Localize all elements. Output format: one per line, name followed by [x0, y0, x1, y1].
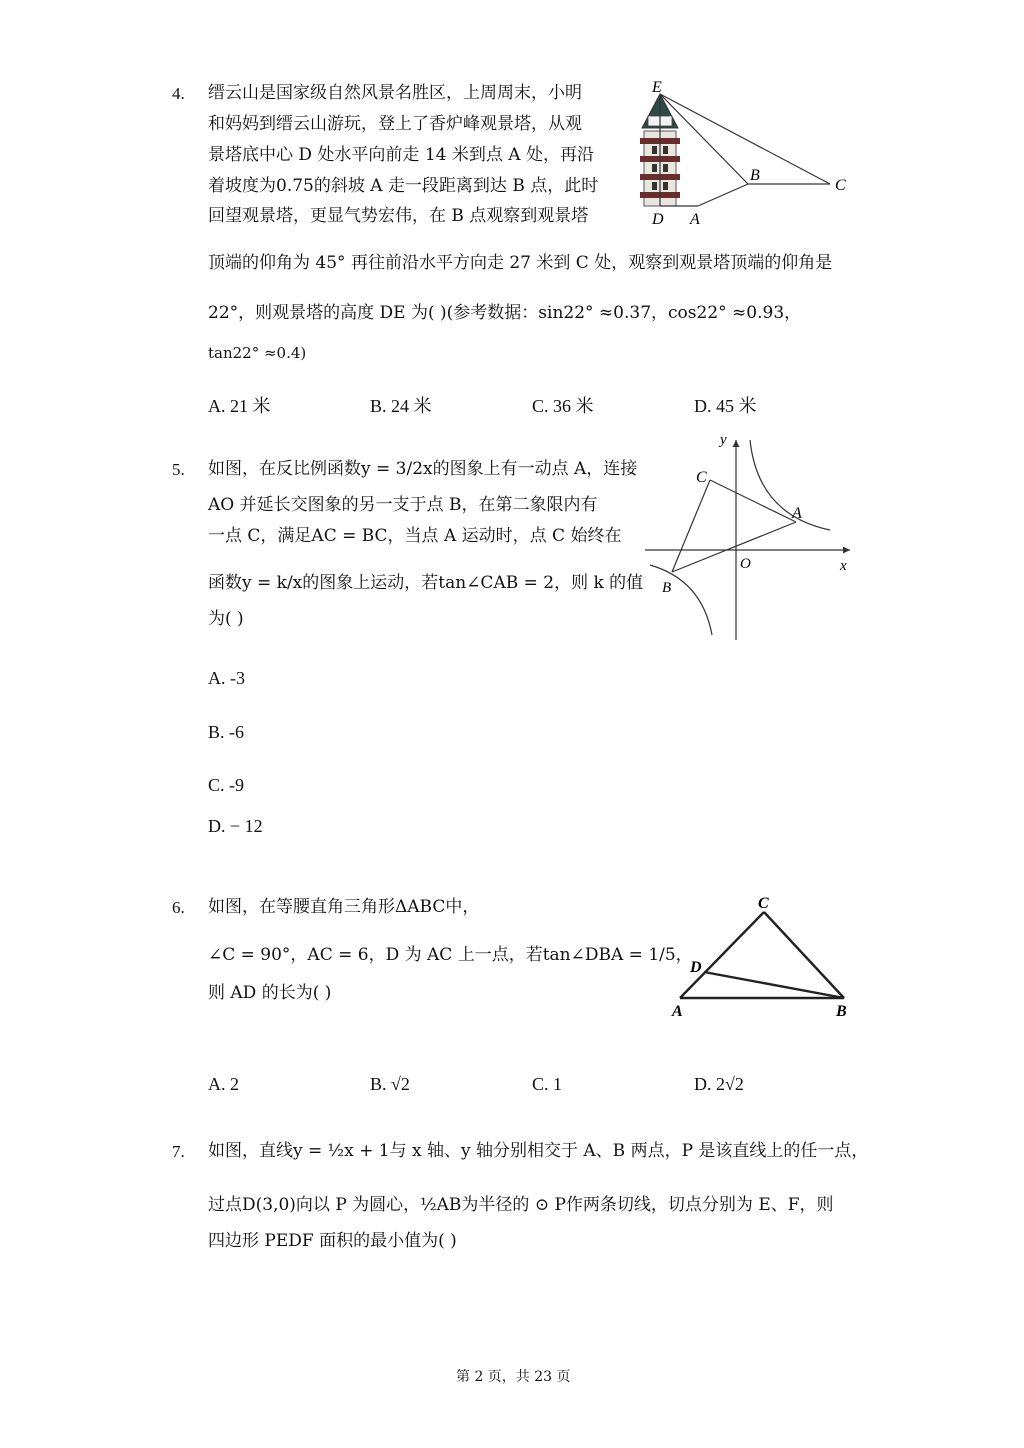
hyperbola-figure	[640, 430, 860, 645]
tower-figure	[630, 76, 860, 231]
question-text-line: 景塔底中心 D 处水平向前走 14 米到点 A 处，再沿	[208, 145, 594, 165]
question-number: 4.	[172, 84, 185, 103]
option-c[interactable]: C. -9	[208, 775, 244, 795]
option-a[interactable]: A. 2	[208, 1074, 239, 1094]
option-d[interactable]: D. 45 米	[694, 396, 757, 416]
question-text-line: 为( )	[208, 609, 244, 629]
question-number: 7.	[172, 1142, 185, 1161]
question-text-line: 着坡度为0.75的斜坡 A 走一段距离到达 B 点，此时	[208, 176, 599, 196]
label-o: O	[740, 556, 751, 572]
label-b: B	[662, 580, 672, 596]
label-a: A	[672, 1003, 683, 1020]
option-c[interactable]: C. 36 米	[532, 396, 594, 416]
question-text-line: 顶端的仰角为 45° 再往前沿水平方向走 27 米到 C 处，观察到观景塔顶端的仰角是	[208, 253, 833, 273]
question-text-line: 22°，则观景塔的高度 DE 为( )(参考数据：sin22° ≈0.37，cos22° ≈0.93，	[208, 303, 802, 323]
question-text-line: tan22° ≈0.4)	[208, 344, 307, 362]
question-number: 6.	[172, 898, 185, 917]
label-b: B	[750, 167, 760, 184]
option-b[interactable]: B. √2	[370, 1074, 410, 1094]
question-text-line: 缙云山是国家级自然风景名胜区，上周周末，小明	[208, 83, 582, 103]
label-d: D	[690, 959, 702, 976]
option-d[interactable]: D. − 12	[208, 816, 263, 836]
label-c: C	[758, 895, 769, 912]
question-text-line: 一点 C，满足AC = BC，当点 A 运动时，点 C 始终在	[208, 526, 622, 546]
option-b[interactable]: B. 24 米	[370, 396, 432, 416]
triangle-figure	[668, 892, 858, 1022]
option-a[interactable]: A. -3	[208, 668, 245, 688]
option-d[interactable]: D. 2√2	[694, 1074, 744, 1094]
question-text-line: 则 AD 的长为( )	[208, 983, 332, 1003]
question-number: 5.	[172, 460, 185, 479]
label-x: x	[840, 558, 847, 574]
question-text-line: 如图，在反比例函数y = 3/2x的图象上有一动点 A，连接	[208, 459, 638, 479]
question-text-line: 函数y = k/x的图象上运动，若tan∠CAB = 2，则 k 的值	[208, 573, 644, 593]
label-a: A	[690, 211, 700, 228]
question-text-line: 和妈妈到缙云山游玩，登上了香炉峰观景塔，从观	[208, 114, 582, 134]
question-text-line: 四边形 PEDF 面积的最小值为( )	[208, 1231, 457, 1251]
option-a[interactable]: A. 21 米	[208, 396, 271, 416]
label-e: E	[652, 79, 662, 96]
option-c[interactable]: C. 1	[532, 1074, 563, 1094]
label-a: A	[792, 505, 802, 522]
label-y: y	[720, 432, 727, 448]
question-text-line: AO 并延长交图象的另一支于点 B，在第二象限内有	[208, 495, 598, 515]
page-footer: 第 2 页，共 23 页	[456, 1369, 571, 1385]
label-c: C	[835, 177, 846, 194]
option-b[interactable]: B. -6	[208, 722, 244, 742]
question-text-line: 过点D(3,0)向以 P 为圆心，½AB为半径的 ⊙ P作两条切线，切点分别为 E、F，则	[208, 1195, 834, 1215]
label-c: C	[696, 469, 707, 486]
question-text-line: 回望观景塔，更显气势宏伟，在 B 点观察到观景塔	[208, 206, 589, 226]
label-d: D	[652, 211, 664, 228]
question-text-line: 如图，在等腰直角三角形ΔABC中，	[208, 897, 480, 917]
question-text-line: ∠C = 90°，AC = 6，D 为 AC 上一点，若tan∠DBA = 1/5，	[208, 945, 693, 965]
label-b: B	[836, 1003, 847, 1020]
question-text-line: 如图，直线y = ½x + 1与 x 轴、y 轴分别相交于 A、B 两点，P 是该直线上的任一点，	[208, 1141, 869, 1161]
